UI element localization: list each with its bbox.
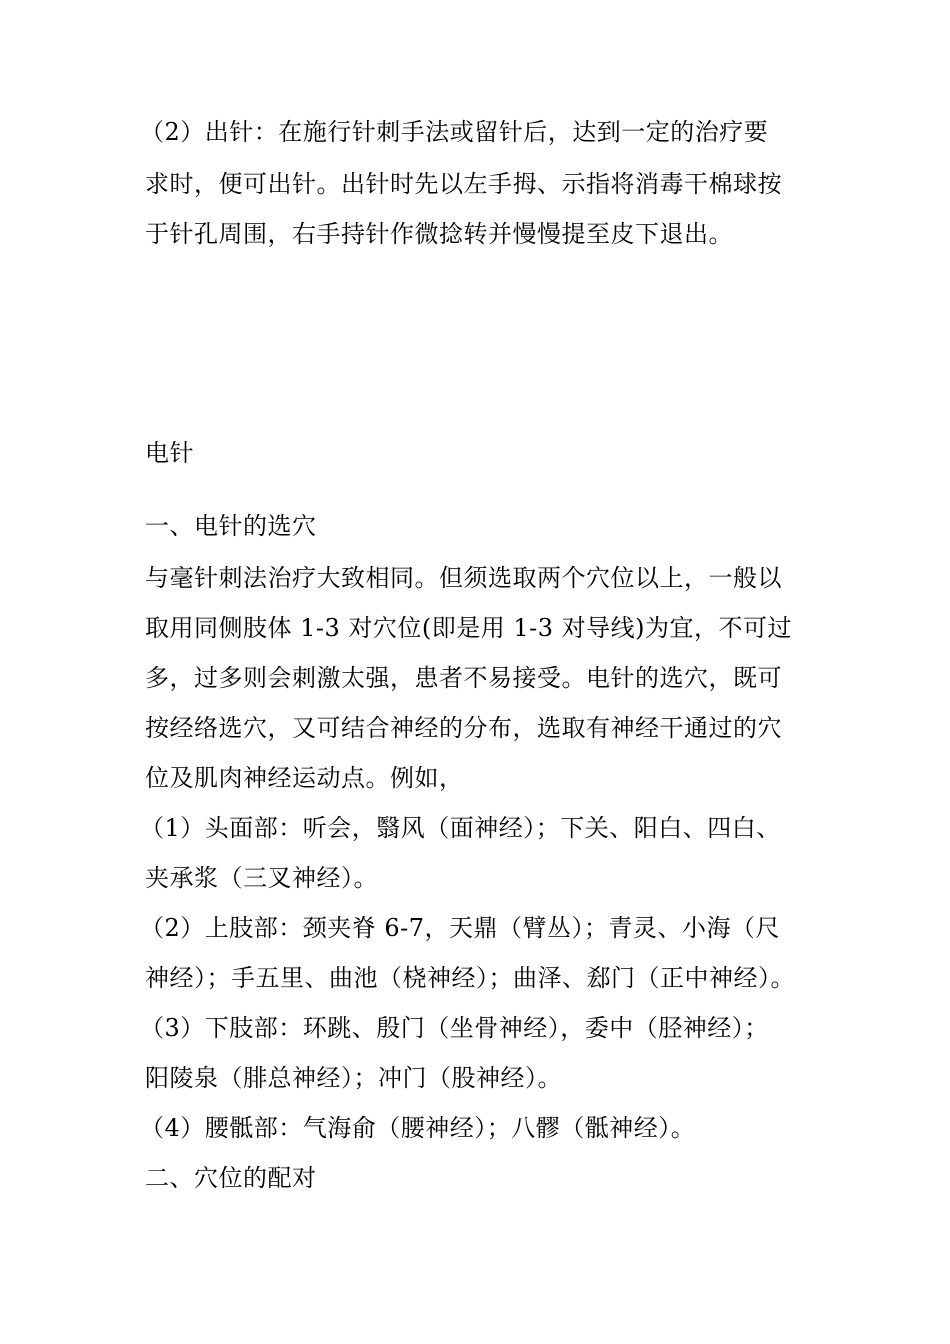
list-item-3-line-1: （3）下肢部：环跳、殷门（坐骨神经），委中（胫神经）；: [140, 1014, 769, 1042]
heading-acupoint-pairing: 二、穴位的配对: [145, 1164, 317, 1192]
body-line-1: 与毫针刺法治疗大致相同。但须选取两个穴位以上，一般以: [145, 564, 782, 592]
list-item-4-line-1: （4）腰骶部：气海俞（腰神经）；八髎（骶神经）。: [140, 1114, 696, 1142]
intro-line-3: 于针孔周围，右手持针作微捻转并慢慢提至皮下退出。: [145, 220, 733, 248]
body-line-4: 按经络选穴，又可结合神经的分布，选取有神经干通过的穴: [145, 714, 782, 742]
list-item-2-line-1: （2）上肢部：颈夹脊 6-7，天鼎（臂丛）；青灵、小海（尺: [140, 914, 781, 942]
section-title: 电针: [145, 439, 194, 467]
list-item-3-line-2: 阳陵泉（腓总神经）；冲门（股神经）。: [145, 1064, 562, 1092]
list-item-1-line-2: 夹承浆（三叉神经）。: [145, 864, 378, 892]
list-item-1-line-1: （1）头面部：听会，翳风（面神经）；下关、阳白、四白、: [140, 814, 781, 842]
body-line-5: 位及肌肉神经运动点。例如，: [145, 764, 464, 792]
body-line-2: 取用同侧肢体 1-3 对穴位(即是用 1-3 对导线)为宜，不可过: [145, 614, 793, 642]
body-line-3: 多，过多则会刺激太强，患者不易接受。电针的选穴，既可: [145, 664, 782, 692]
intro-line-1: （2）出针：在施行针刺手法或留针后，达到一定的治疗要: [140, 118, 769, 146]
list-item-2-line-2: 神经）；手五里、曲池（桡神经）；曲泽、郄门（正中神经）。: [145, 964, 795, 992]
intro-line-2: 求时，便可出针。出针时先以左手拇、示指将消毒干棉球按: [145, 170, 782, 198]
heading-electro-acupoint-selection: 一、电针的选穴: [145, 512, 317, 540]
